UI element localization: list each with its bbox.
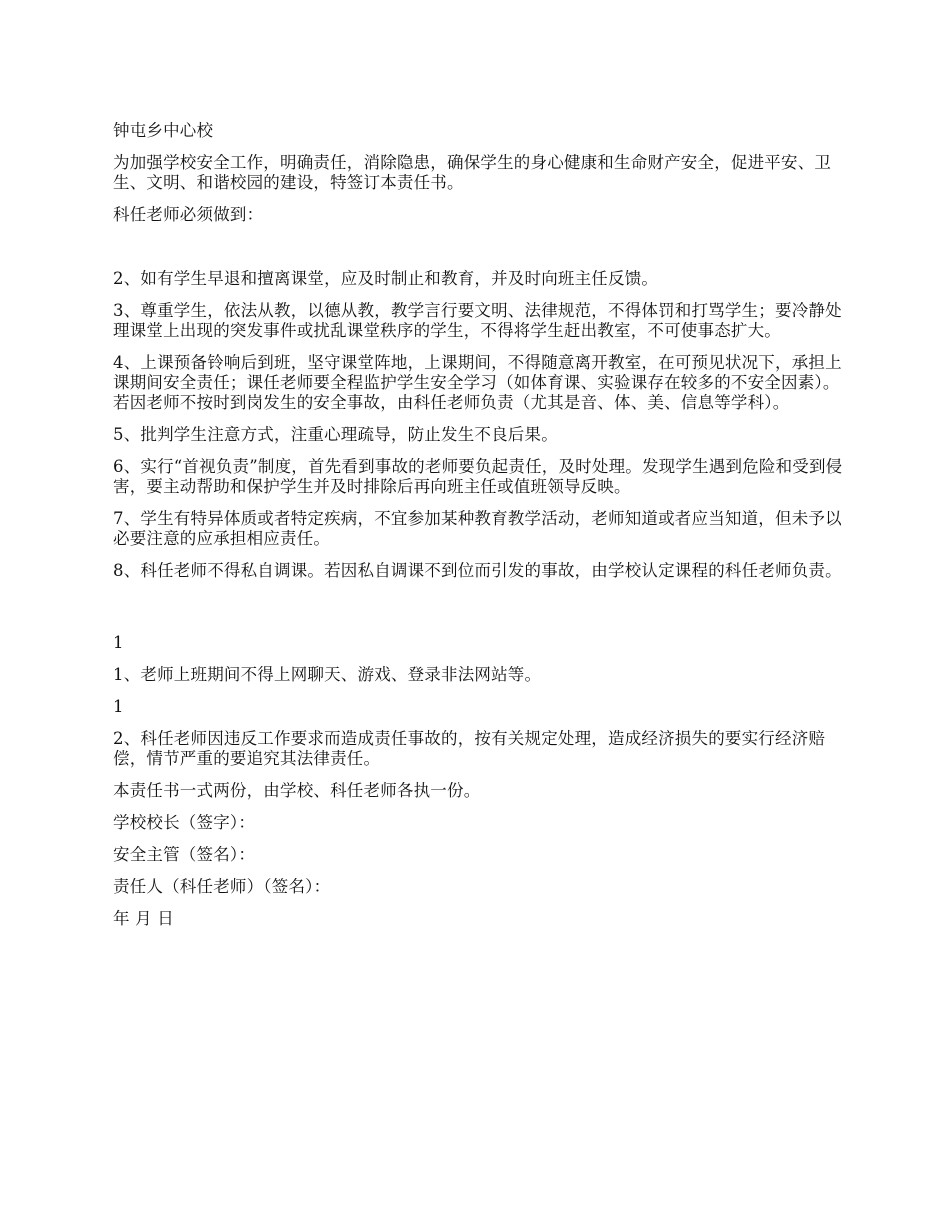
copies-note: 本责任书一式两份，由学校、科任老师各执一份。 — [113, 781, 481, 800]
duty-item-4: 4、上课预备铃响后到班，坚守课堂阵地，上课期间，不得随意离开教室，在可预见状况下，承担上课期间安全责任；课任老师要全程监护学生安全学习（如体育课、实验课存在较多的不安全因素）。若因老师不按时到岗发生的安全事故，由科任老师负责（尤其是音、体、美、信息等学科）。 — [113, 353, 842, 412]
rule-item-2: 2、科任老师因违反工作要求而造成责任事故的，按有关规定处理，造成经济损失的要实行经济赔偿，情节严重的要追究其法律责任。 — [113, 729, 826, 768]
duty-item-7: 7、学生有特异体质或者特定疾病，不宜参加某种教育教学活动，老师知道或者应当知道，但未予以必要注意的应承担相应责任。 — [113, 509, 842, 548]
safety-supervisor-signature-line: 安全主管（签名）： — [113, 845, 256, 864]
document-body — [113, 121, 843, 941]
section-marker: 1 — [113, 633, 124, 652]
blank-gap — [113, 593, 843, 633]
date-line: 年 月 日 — [113, 909, 174, 928]
section-marker: 1 — [113, 697, 124, 716]
intro-paragraph: 为加强学校安全工作，明确责任，消除隐患，确保学生的身心健康和生命财产安全，促进平安、卫生、文明、和谐校园的建设，特签订本责任书。 — [113, 153, 832, 192]
duty-item-6: 6、实行“首视负责”制度，首先看到事故的老师要负起责任，及时处理。发现学生遇到危险和受到侵害，要主动帮助和保护学生并及时排除后再向班主任或值班领导反映。 — [113, 457, 843, 496]
rule-item-1: 1、老师上班期间不得上网聊天、游戏、登录非法网站等。 — [113, 665, 542, 684]
duty-item-8: 8、科任老师不得私自调课。若因私自调课不到位而引发的事故，由学校认定课程的科任老师负责。 — [113, 561, 842, 580]
must-do-heading: 科任老师必须做到： — [113, 205, 264, 224]
duty-item-5: 5、批判学生注意方式，注重心理疏导，防止发生不良后果。 — [113, 425, 558, 444]
duty-item-3: 3、尊重学生，依法从教，以德从教，教学言行要文明、法律规范，不得体罚和打骂学生；要冷静处理课堂上出现的突发事件或扰乱课堂秩序的学生，不得将学生赶出教室，不可使事态扩大。 — [113, 301, 842, 340]
duty-item-2: 2、如有学生早退和擅离课堂，应及时制止和教育，并及时向班主任反馈。 — [113, 269, 659, 288]
teacher-signature-line: 责任人（科任老师）（签名）： — [113, 877, 331, 896]
school-name: 钟屯乡中心校 — [113, 121, 214, 140]
principal-signature-line: 学校校长（签字）： — [113, 813, 256, 832]
blank-gap — [113, 237, 843, 269]
